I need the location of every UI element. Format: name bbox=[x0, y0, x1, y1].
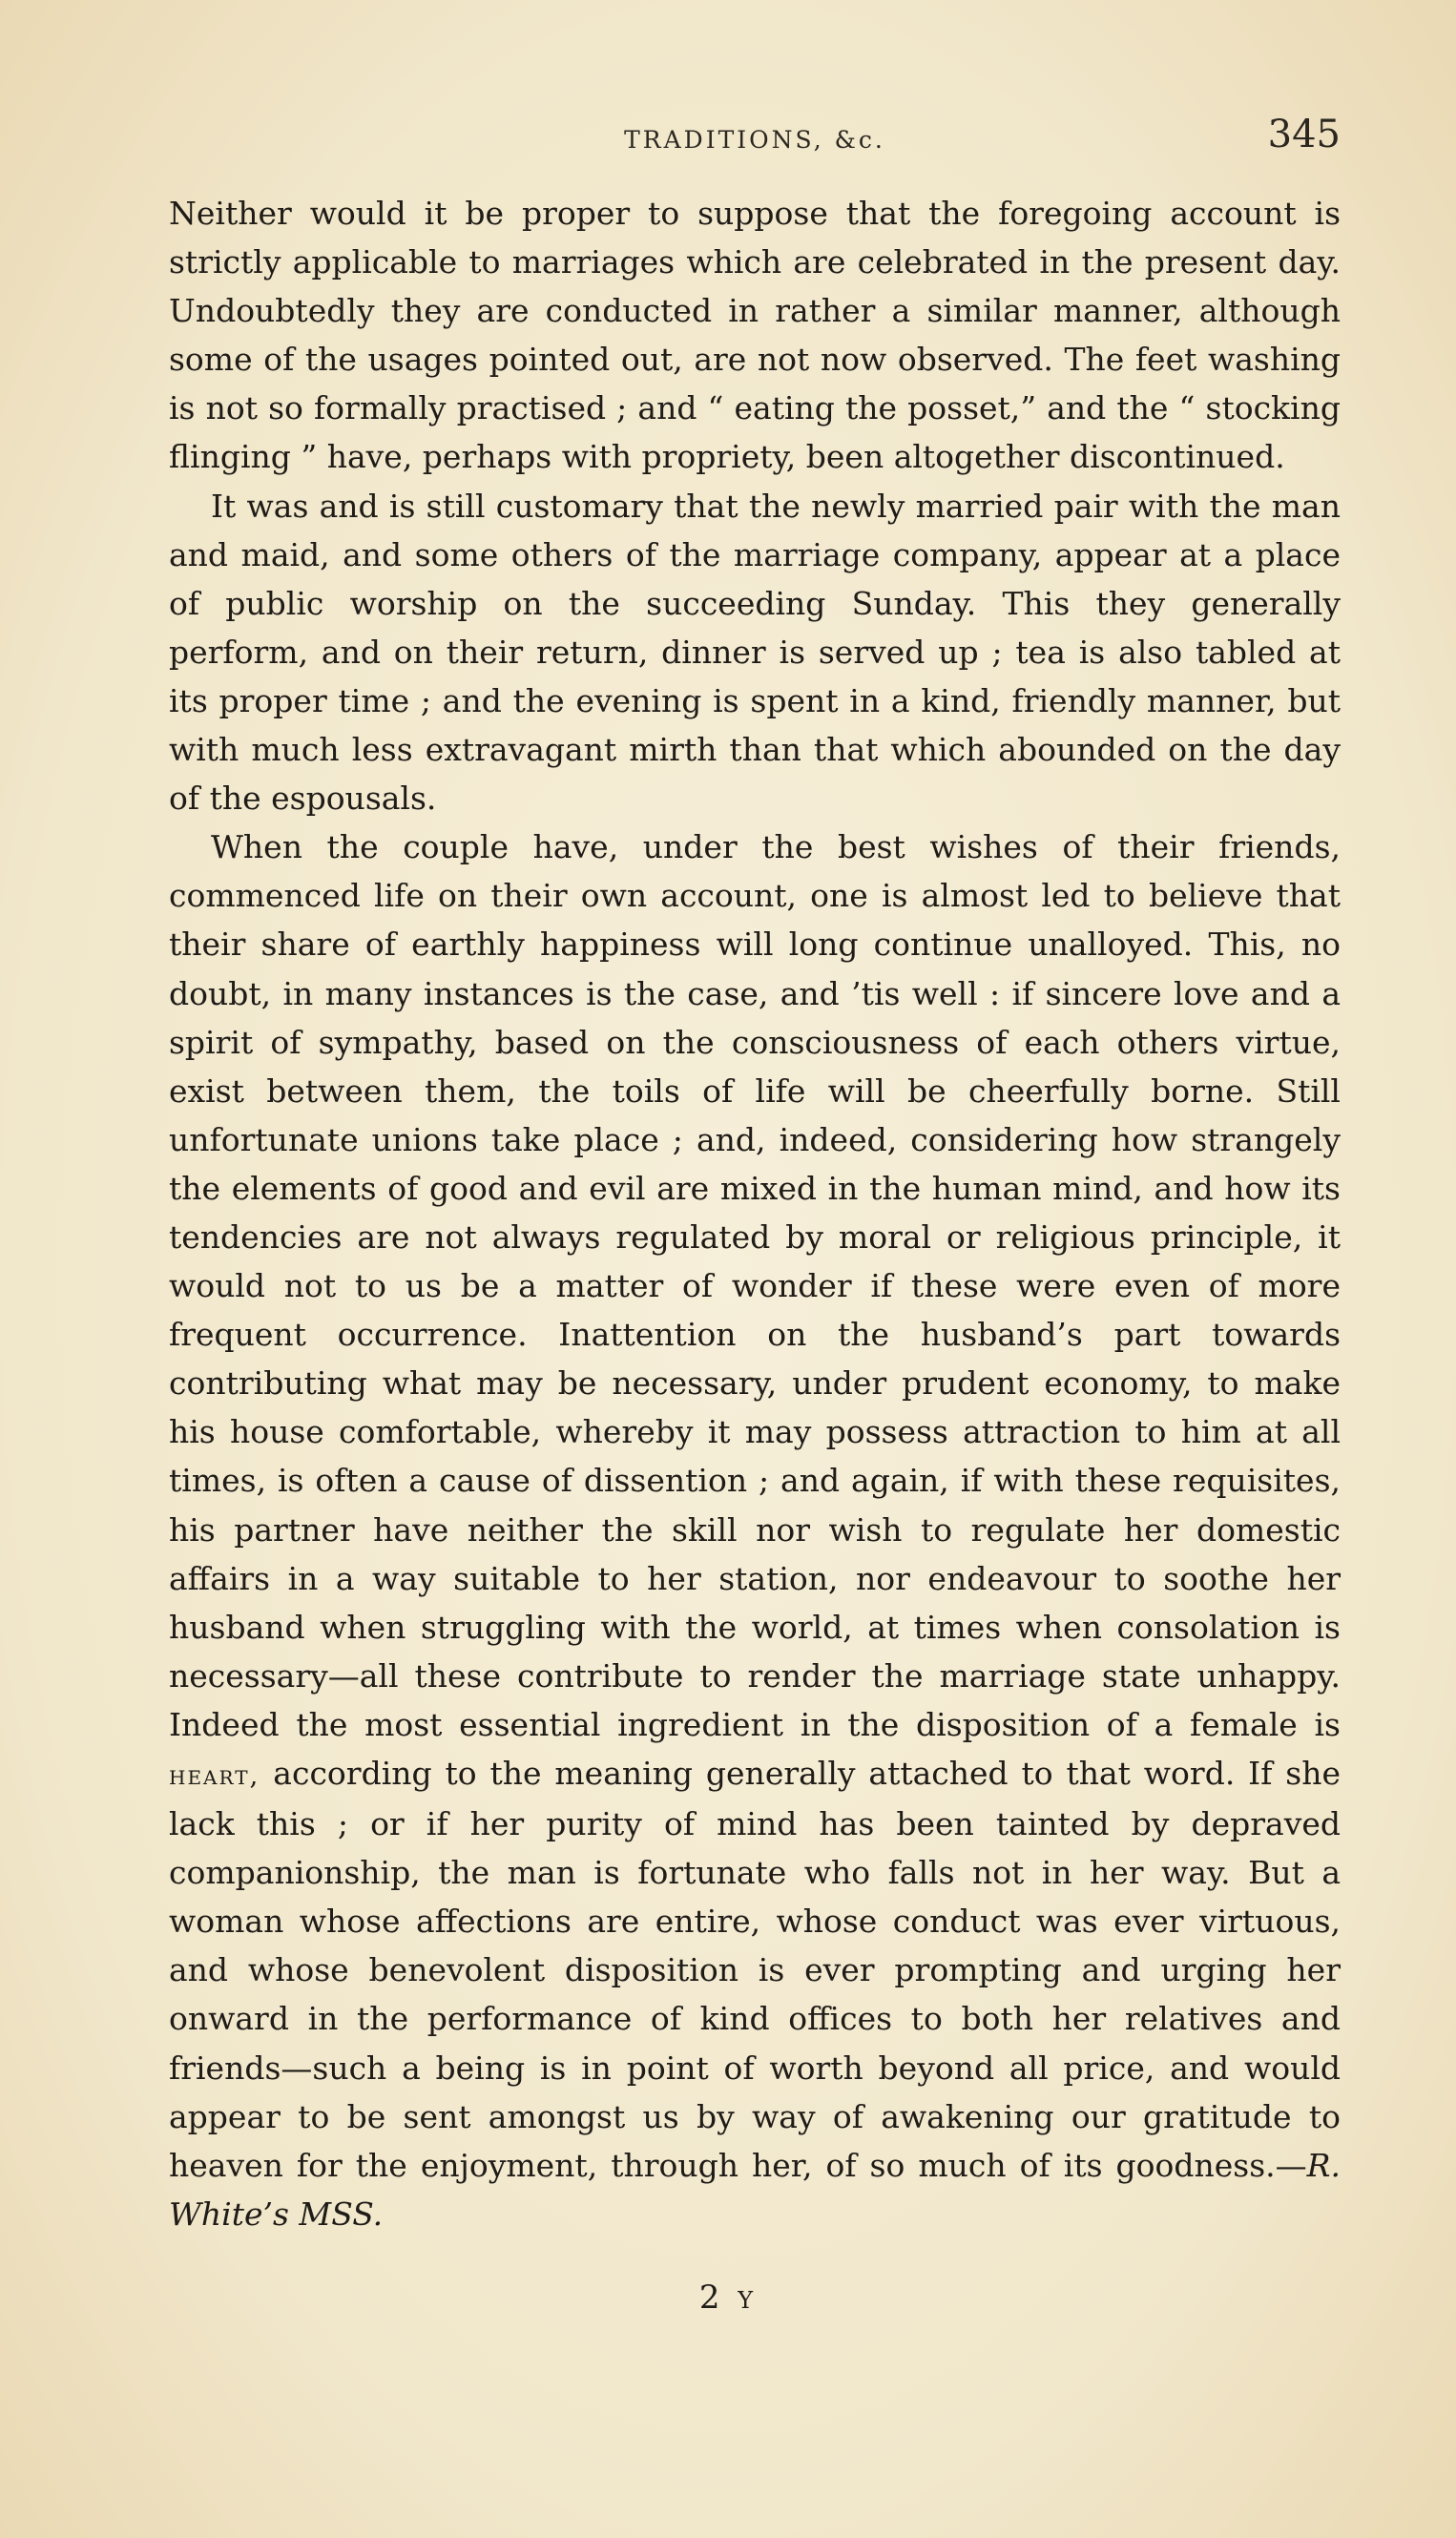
paragraph-2: It was and is still customary that the newly married pair with the man and maid, and some others of the marriage company, appear at a place of public worship on the succeeding Sunday. This they generally perform, and on their return, dinner is served up ; tea is also tabled at its proper time ; and the evening is spent in a kind, friendly manner, but with much less extravagant mirth than that which abounded on the day of the espousals. bbox=[169, 487, 1341, 818]
paragraph-3-text-a: When the couple have, under the best wishes of their friends, commenced life on their own account, one is almost led to believe that their share of earthly happiness will long continue unalloyed. This, no doubt, in many instances is the case, and ’tis well : if sincere love and a spirit of sympathy, based on the consciousness of each others virtue, exist between them, the toils of life will be cheerfully borne. Still unfortunate unions take place ; and, indeed, considering how strangely the elements of good and evil are mixed in the human mind, and how its tendencies are not always regulated by moral or religious principle, it would not to us be a matter of wonder if these were even of more frequent occurrence. Inattention on the husband’s part towards contributing what may be necessary, under prudent economy, to make his house comfortable, whereby it may possess attraction to him at all times, is often a cause of dissention ; and again, if with these requisites, his partner have neither the skill nor wish to regulate her domestic affairs in a way suitable to her station, nor endeavour to soothe her husband when struggling with the world, at times when consolation is necessary—all these contribute to render the marriage state unhappy. Indeed the most essential ingredient in the disposition of a female is bbox=[169, 828, 1341, 1743]
body-text bbox=[169, 189, 1341, 2238]
signature-mark bbox=[0, 2278, 1456, 2317]
running-title: TRADITIONS, &c. bbox=[624, 126, 885, 154]
paragraph-1: Neither would it be proper to suppose that the foregoing account is strictly applicable to marriages which are celebrated in the present day. Undoubtedly they are conducted in rather a similar manner, although some of the usages pointed out, are not now observed. The feet washing is not so formally practised ; and “ eating the posset,” and the “ stocking flinging ” have, perhaps with propriety, been altogether discontinued. bbox=[169, 195, 1341, 476]
heart-emphasis: heart, bbox=[169, 1759, 260, 1791]
running-head bbox=[169, 113, 1341, 170]
page-number: 345 bbox=[1267, 113, 1341, 156]
attribution: R. White’s MSS. bbox=[169, 2146, 1341, 2233]
signature-number: 2 bbox=[698, 2278, 724, 2317]
paragraph-3 bbox=[169, 822, 1341, 2238]
signature-letter: Y bbox=[738, 2287, 758, 2314]
paragraph-3-text-b: according to the meaning generally attached to that word. If she lack this ; or if her purity of mind has been tainted by depraved companionship, the man is fortunate who falls not in her way. But a woman whose affections are entire, whose conduct was ever virtuous, and whose benevolent disposition is ever prompting and urging her onward in the performance of kind offices to both her relatives and friends—such a being is in point of worth beyond all price, and would appear to be sent amongst us by way of awakening our gratitude to heaven for the enjoyment, through her, of so much of its goodness.— bbox=[169, 1755, 1341, 2184]
